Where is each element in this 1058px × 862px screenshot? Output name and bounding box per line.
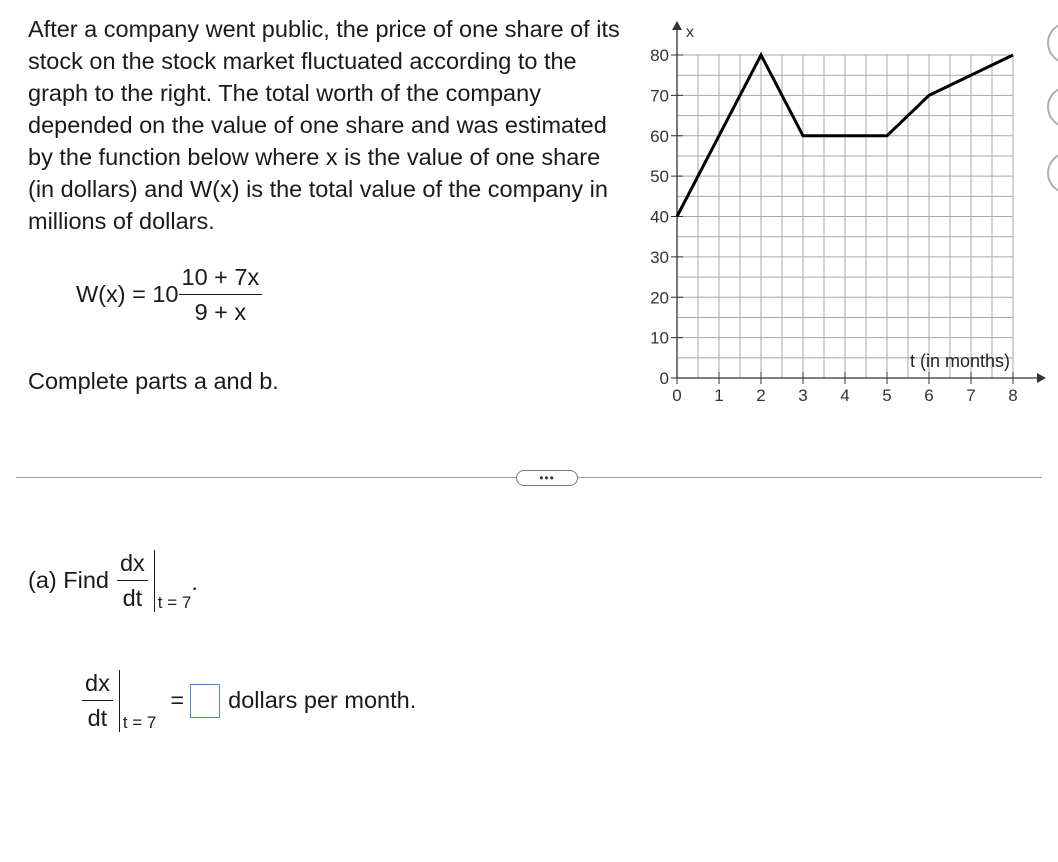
x-tick-label: 3 — [798, 386, 808, 405]
evaluation-bar — [154, 550, 155, 612]
y-tick-label: 40 — [650, 207, 669, 227]
x-tick-label: 8 — [1008, 386, 1018, 405]
y-axis-label: x — [686, 24, 694, 41]
expand-button[interactable]: ••• — [516, 470, 578, 486]
x-tick-label: 7 — [966, 386, 976, 405]
derivative-fraction — [117, 548, 148, 613]
y-tick-label: 10 — [650, 328, 669, 348]
x-tick-label: 4 — [840, 386, 850, 405]
part-a-prompt — [28, 548, 198, 613]
formula-lhs: W(x) = 10 — [76, 281, 179, 307]
answer-evaluation-subscript: t = 7 — [122, 712, 157, 732]
x-tick-label: 5 — [882, 386, 892, 405]
y-tick-label: 50 — [650, 167, 669, 187]
chart-labels — [686, 24, 1010, 371]
answer-derivative-numerator: dx — [82, 668, 113, 701]
x-tick-label: 2 — [756, 386, 766, 405]
answer-derivative-fraction — [82, 668, 113, 733]
part-a-period: . — [191, 569, 198, 595]
answer-line — [82, 668, 416, 733]
derivative-denominator: dt — [122, 585, 143, 611]
x-tick-label: 1 — [714, 386, 724, 405]
company-worth-formula — [76, 262, 262, 327]
derivative-numerator: dx — [117, 548, 148, 581]
x-axis-arrow — [1037, 373, 1046, 383]
answer-equals: = — [170, 687, 185, 713]
answer-units: dollars per month. — [228, 687, 417, 713]
answer-evaluation-bar — [119, 670, 120, 732]
y-tick-label: 20 — [650, 288, 669, 308]
chart-grid — [677, 55, 1013, 378]
y-tick-label: 0 — [659, 369, 669, 388]
y-tick-label: 70 — [650, 86, 669, 106]
problem-statement: After a company went public, the price of one share of its stock on the stock market fluctuated according to the graph to the right. The total worth of the company depended on the value of one share and was estimated by the function below where x is the value of one share (in dollars) and W(x) is the total value of the company in millions of dollars. — [28, 16, 620, 234]
x-tick-label: 0 — [672, 386, 682, 405]
y-tick-label: 80 — [650, 46, 669, 65]
answer-derivative-denominator: dt — [87, 705, 108, 731]
stock-price-chart — [630, 15, 1050, 415]
x-tick-label: 6 — [924, 386, 934, 405]
formula-numerator: 10 + 7x — [179, 262, 263, 295]
instruction-text: Complete parts a and b. — [28, 368, 279, 394]
y-tick-label: 30 — [650, 247, 669, 267]
part-a-label: (a) Find — [28, 567, 109, 593]
y-axis-arrow — [672, 21, 682, 30]
evaluation-subscript: t = 7 — [157, 592, 192, 612]
formula-fraction — [179, 262, 263, 327]
formula-denominator: 9 + x — [194, 299, 247, 325]
x-axis-label: t (in months) — [909, 351, 1010, 371]
y-tick-label: 60 — [650, 126, 669, 146]
answer-input[interactable] — [190, 684, 220, 718]
